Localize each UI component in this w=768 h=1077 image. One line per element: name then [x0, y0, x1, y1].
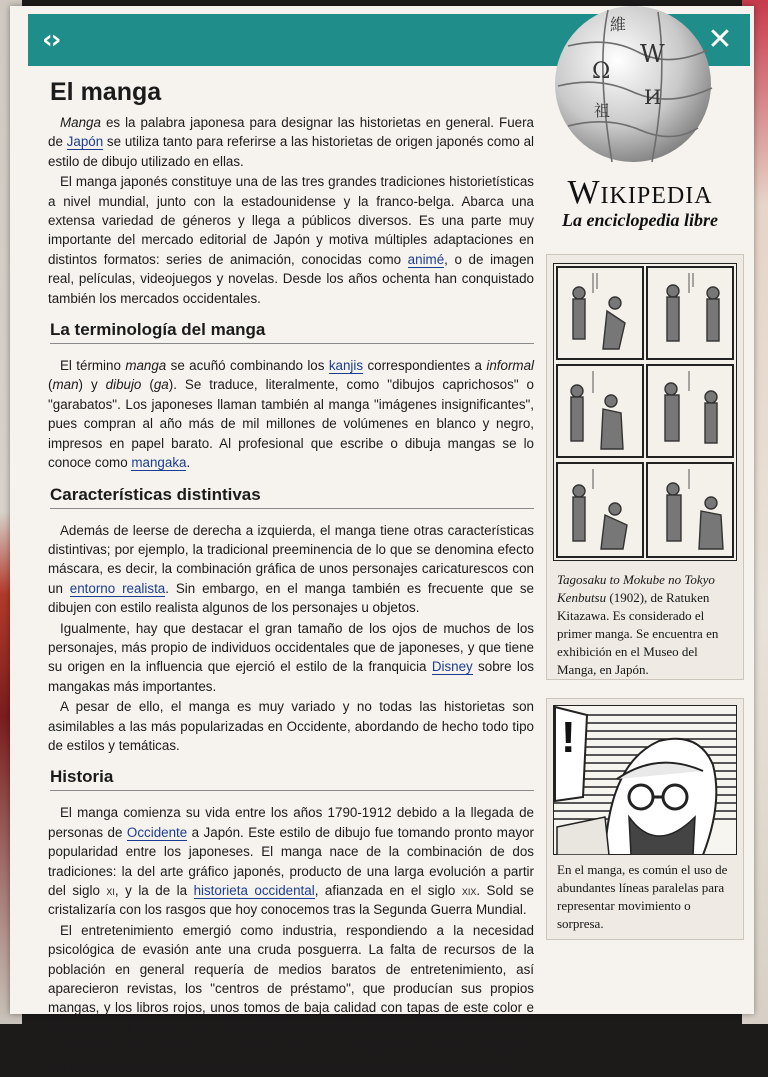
paragraph: A pesar de ello, el manga es muy variado y no todas las historietas son asimilables a las más popularizadas en Occidente, abordando de hecho todo tipo de estilos y temáticas. [48, 699, 534, 753]
paragraph: El entretenimiento emergió como industria, respondiendo a la necesidad psicológica de evasión ante una cruda posguerra. La falta de recursos de la población en general requería de medios baratos de entretenimiento, así aparecieron revistas, los "centros de préstamo", que producían sus propios mangas, y los libros rojos, unos tomos de baja calidad con tapas de este color e impresos en blanco y negro. Con el tiempo, muchas de las historias del manga se volvieron muy exitosas y los libros rojos fueron desapareciendo. Sin embargo, aparecieron nuevas historias y la industria del manga continuó desarrollándose. [48, 922, 534, 1074]
paragraph [48, 521, 534, 618]
globe-glyph: 祖 [594, 101, 611, 120]
term: manga [125, 358, 167, 374]
work-title: Tagosaku to Mokube no Tokyo Kenbutsu [557, 572, 715, 605]
text: El manga comienza su vida entre los años 1790-1912 debido a la llegada de personas de [48, 805, 534, 840]
globe-glyph: 維 [610, 15, 627, 34]
text: ) y [78, 377, 106, 393]
exclamation-symbol: ! [561, 713, 576, 762]
paragraph [48, 113, 534, 171]
text: El manga japonés constituye una de las tres grandes tradiciones historietísticas a nivel mundial, junto con la estadounidense y la franco-belga. Abarca una extensa variedad de géneros y llega a públicos diversos. Es una parte muy importante del mercado editorial de Japón y motiva múltiples adaptaciones en distintos formatos: series de animación, conocidas como [48, 174, 534, 267]
term: dibujo [105, 377, 142, 393]
wikipedia-brand [550, 174, 730, 231]
link-anime[interactable]: animé [407, 251, 445, 267]
section-heading: Historia [50, 767, 534, 791]
text: correspondientes a [363, 358, 487, 374]
text: El término [60, 358, 126, 374]
text: Igualmente, hay que destacar el gran tamaño de los ojos de muchos de los personajes, más propio de individuos occidentales que de japoneses, y que tiene su origen en la influencia que ejerció el estilo de la franquicia [48, 620, 534, 675]
text: . Sold se cristalizaría con los rasgos que hoy conocemos tras la Segunda Guerra Mundial. [48, 883, 534, 918]
text: , afianzada en el siglo [314, 883, 462, 898]
link-historieta-occidental[interactable]: historieta occidental [193, 883, 315, 898]
chevron-left-right-icon[interactable]: ‹› [42, 25, 60, 55]
text: a Japón. Este estilo de dibujo fue tomando pronto mayor popularidad entre los japoneses. El manga nace de la combinación de dos tradiciones: la del arte gráfico japonés, producto de una larga evolución a partir del siglo [48, 824, 535, 898]
paragraph [48, 172, 534, 308]
article-title: El manga [50, 78, 162, 106]
paragraph [48, 803, 534, 919]
figure-caption: En el manga, es común el uso de abundantes líneas paralelas para representar movimiento o sorpresa. [557, 862, 728, 931]
text: . Sin embargo, en el manga también es frecuente que se dibujen con estilo realista algunos de los personajes u objetos. [48, 580, 534, 616]
text: ( [48, 377, 53, 393]
figure-first-manga [546, 254, 744, 680]
book-page [10, 6, 754, 1074]
text: (1902), de Ratuken Kitazawa. Es considerado el primer manga. Se encuentra en exhibición en el Museo del Manga, en Japón. [557, 590, 719, 677]
brand-tagline: La enciclopedia libre [562, 210, 718, 230]
wikipedia-globe-logo [548, 6, 718, 166]
section-heading: Características distintivas [50, 485, 534, 509]
text: se utiliza tanto para referirse a las historietas de origen japonés como al estilo de dibujo utilizado en ellas. [48, 134, 534, 169]
link-kanjis[interactable]: kanjis [328, 358, 364, 374]
link-entorno-realista[interactable]: entorno realista [69, 580, 166, 596]
link-disney[interactable]: Disney [431, 659, 473, 675]
section-heading: La terminología del manga [50, 320, 534, 344]
text: es la palabra japonesa para designar las historietas en general. Fuera de [48, 115, 534, 150]
link-occidente[interactable]: Occidente [126, 824, 188, 840]
text: Además de leerse de derecha a izquierda, el manga tiene otras características distintivas; por ejemplo, la tradicional preeminencia de lo que se denomina efecto máscara, es decir, la combinación gráfica de unos personajes caricaturescos con un [48, 522, 534, 596]
text: . [186, 455, 191, 471]
text: se acuñó combinando los [166, 358, 329, 374]
term: ga [153, 377, 169, 393]
manga-motion-lines-image [553, 705, 737, 855]
article-body [48, 68, 534, 1077]
term: man [52, 377, 79, 393]
century: xix [461, 883, 477, 898]
paragraph [48, 619, 534, 697]
text: ). Se traduce, literalmente, como "dibujos caprichosos" o "garabatos". Los japoneses llaman también al manga "imágenes insignificantes", pues compran al año más de mil millones de volúmenes en blanco y negro, impresos en papel barato. Al profesional que escribe o dibuja mangas se lo conoce como [48, 377, 534, 471]
figure-motion-lines [546, 698, 744, 940]
close-icon[interactable]: ✕ [707, 22, 733, 57]
figure-caption [557, 571, 735, 679]
text: sobre los mangakas más importantes. [48, 659, 534, 694]
globe-glyph: И [644, 85, 662, 109]
globe-glyph: Ω [592, 59, 611, 84]
brand-name: Wikipedia [567, 174, 713, 211]
text: , o de imagen real, películas, videojuegos y novelas. Desde los años ochenta han conquistado también los mercados occidentales. [48, 251, 534, 306]
term: informal [486, 358, 535, 374]
text: , y la de la [114, 883, 194, 898]
link-japon[interactable]: Japón [66, 134, 104, 150]
manga-panels-image [553, 263, 737, 561]
link-mangaka[interactable]: mangaka [131, 455, 187, 471]
text: ( [141, 377, 154, 393]
globe-glyph: W [640, 40, 665, 68]
century: xi [106, 883, 115, 898]
term: Manga [60, 115, 101, 130]
paragraph [48, 356, 534, 472]
